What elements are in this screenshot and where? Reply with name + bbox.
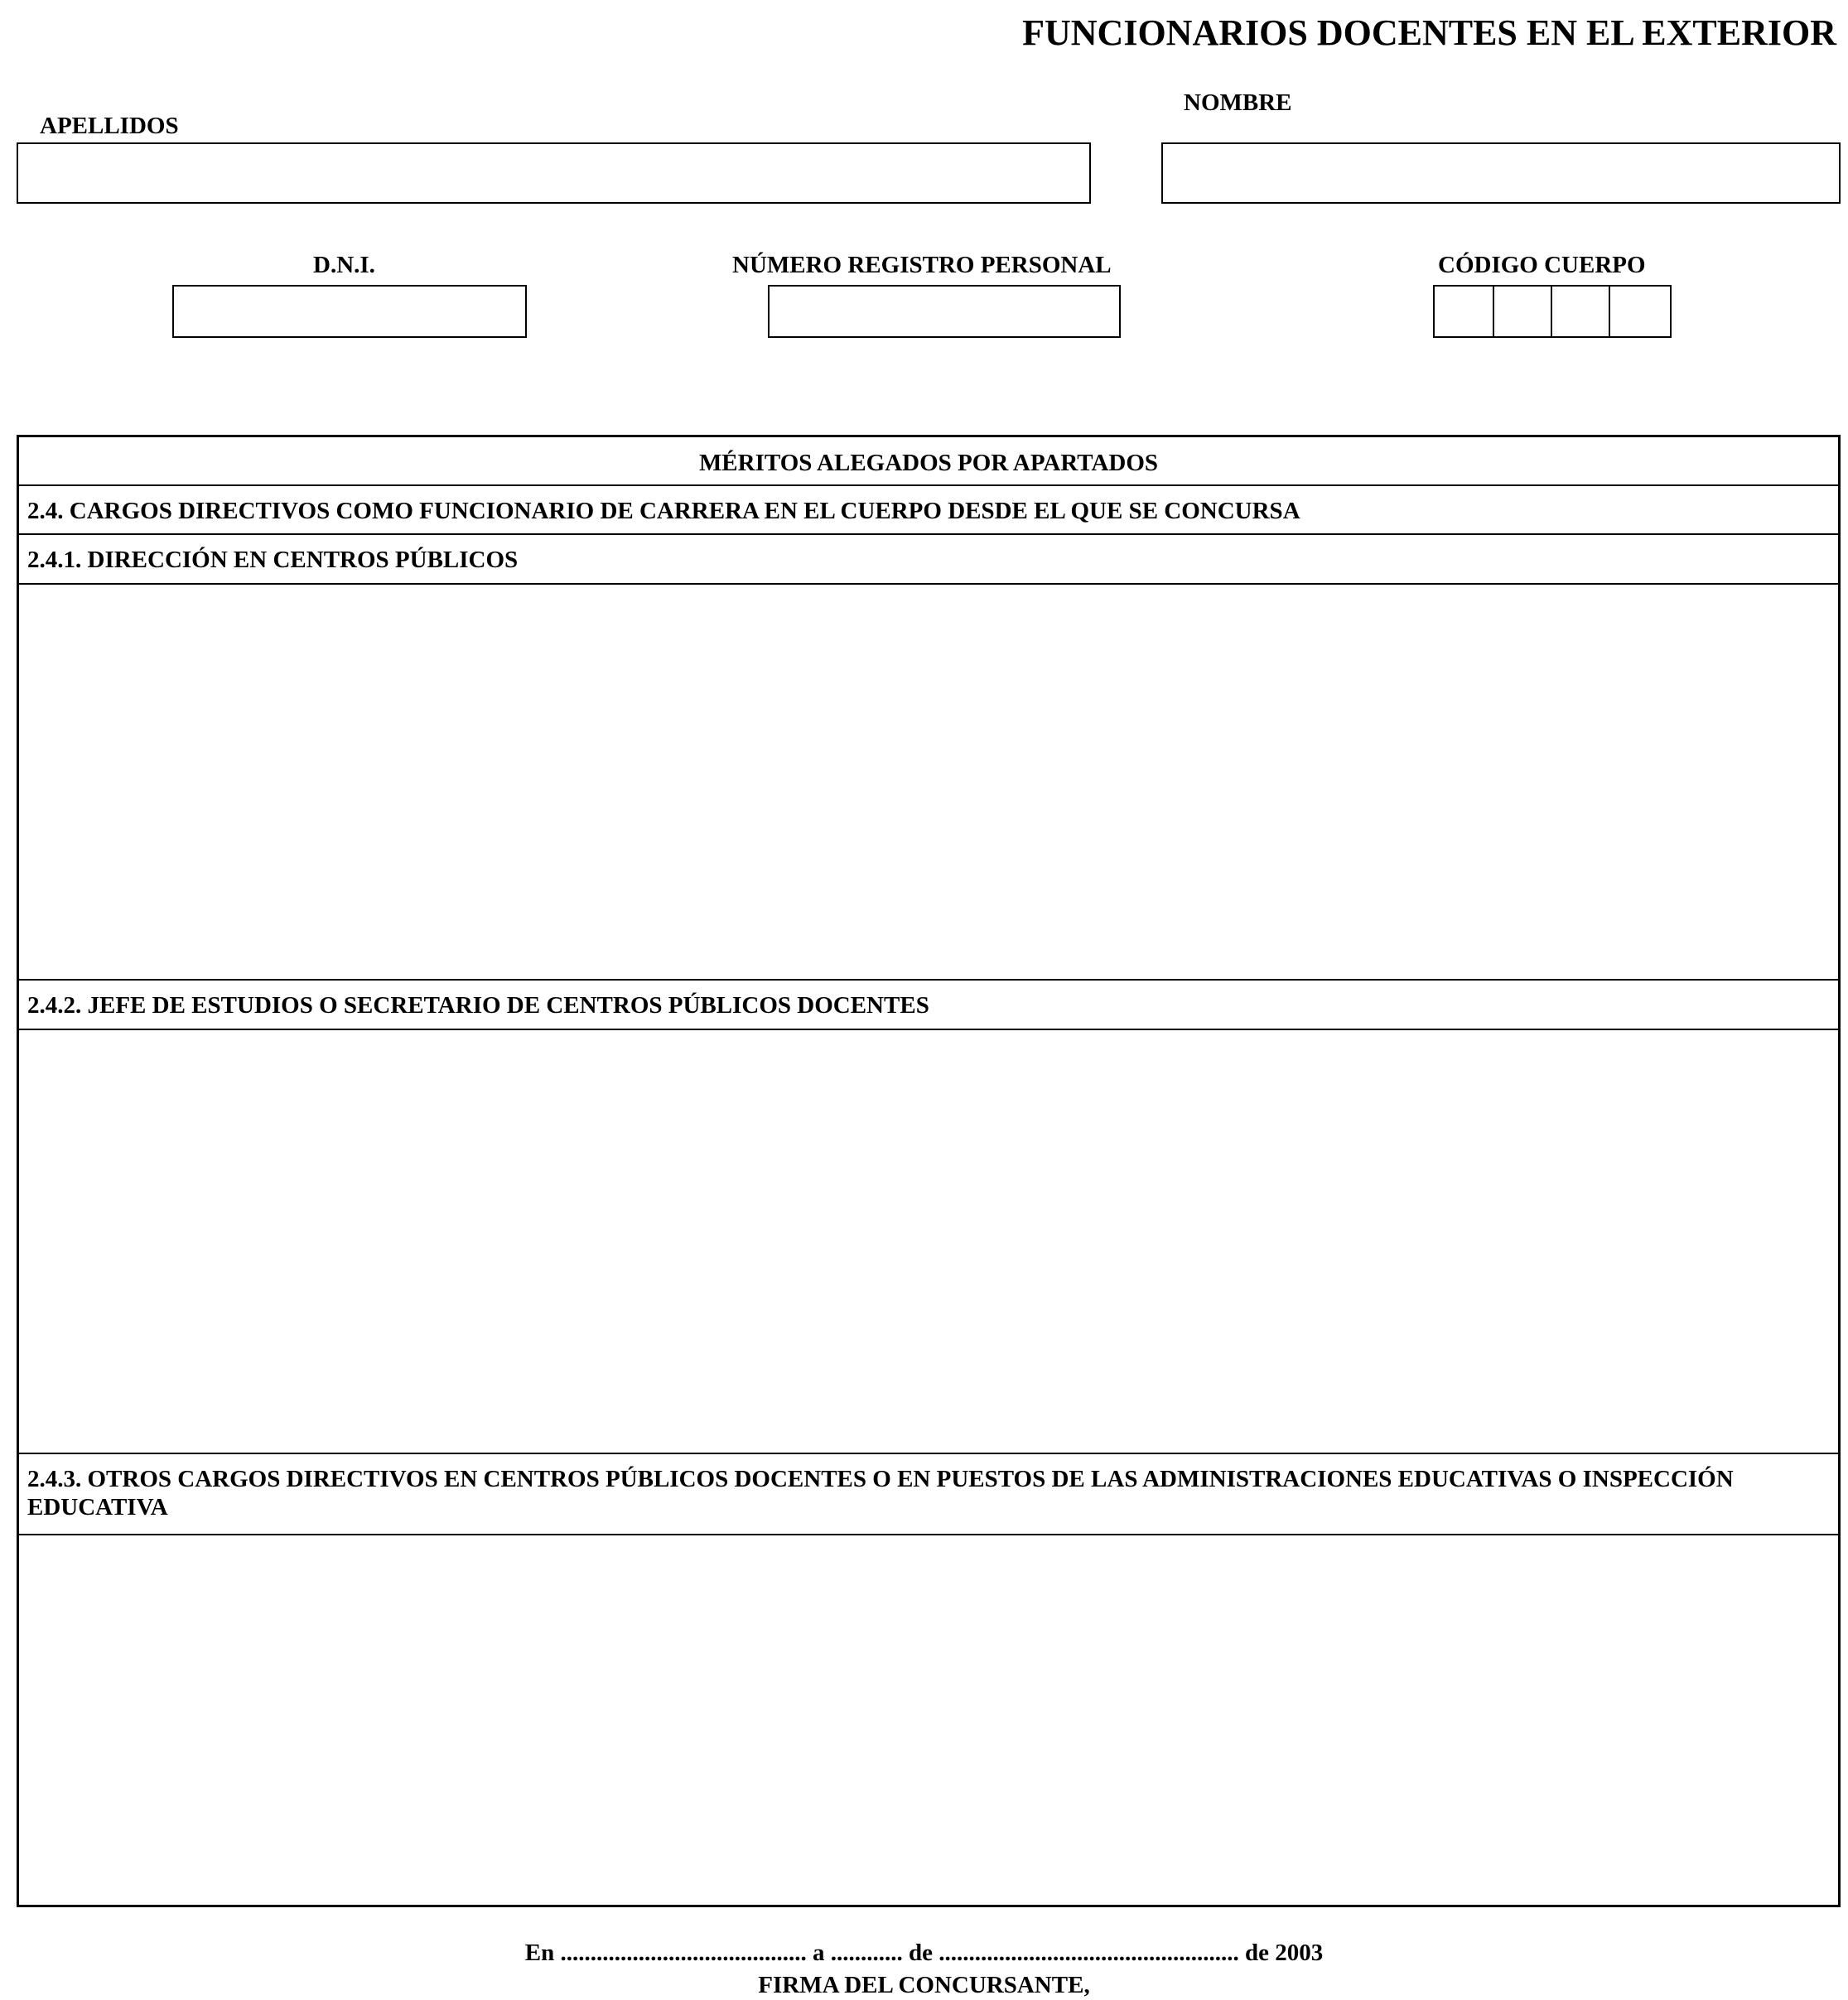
nrp-field[interactable] <box>768 285 1121 338</box>
subsection-row-2-4-2 <box>19 981 1838 1030</box>
merits-table <box>17 435 1841 1907</box>
merits-header-text: MÉRITOS ALEGADOS POR APARTADOS <box>698 450 1159 476</box>
codigo-cuerpo-cell[interactable] <box>1609 287 1670 336</box>
nombre-label: NOMBRE <box>1184 89 1292 116</box>
subsection-title: 2.4.2. JEFE DE ESTUDIOS O SECRETARIO DE CENTROS PÚBLICOS DOCENTES <box>27 992 929 1019</box>
signature-label: FIRMA DEL CONCURSANTE, <box>758 1972 1090 1998</box>
codigo-cuerpo-label: CÓDIGO CUERPO <box>1438 252 1646 278</box>
nombre-field[interactable] <box>1161 142 1841 204</box>
form-title: FUNCIONARIOS DOCENTES EN EL EXTERIOR <box>1022 12 1836 53</box>
subsection-entry-area[interactable] <box>19 1030 1838 1454</box>
codigo-cuerpo-cell[interactable] <box>1551 287 1610 336</box>
subsection-title: 2.4.3. OTROS CARGOS DIRECTIVOS EN CENTROS PÚBLICOS DOCENTES O EN PUESTOS DE LAS ADMINISTRACIONES EDUCATIVAS O INSPECCIÓN EDUCATIVA <box>27 1466 1734 1520</box>
dni-field[interactable] <box>172 285 527 338</box>
codigo-cuerpo-cell[interactable] <box>1493 287 1552 336</box>
dni-label: D.N.I. <box>313 252 375 278</box>
subsection-entry-area[interactable] <box>19 585 1838 981</box>
section-row <box>19 486 1838 535</box>
subsection-entry-area[interactable] <box>19 1535 1838 1905</box>
subsection-row-2-4-1 <box>19 535 1838 585</box>
nrp-label: NÚMERO REGISTRO PERSONAL <box>732 252 1112 278</box>
date-line: En ......................................... a ............ de .................................................. de 2003 <box>524 1940 1324 1966</box>
apellidos-label: APELLIDOS <box>40 113 179 139</box>
codigo-cuerpo-field <box>1433 285 1672 338</box>
subsection-row-2-4-3 <box>19 1454 1838 1535</box>
codigo-cuerpo-cell[interactable] <box>1435 287 1493 336</box>
apellidos-field[interactable] <box>17 142 1091 204</box>
subsection-title: 2.4.1. DIRECCIÓN EN CENTROS PÚBLICOS <box>27 547 519 573</box>
section-title: 2.4. CARGOS DIRECTIVOS COMO FUNCIONARIO DE CARRERA EN EL CUERPO DESDE EL QUE SE CONCURSA <box>27 498 1300 524</box>
merits-header <box>19 437 1838 486</box>
